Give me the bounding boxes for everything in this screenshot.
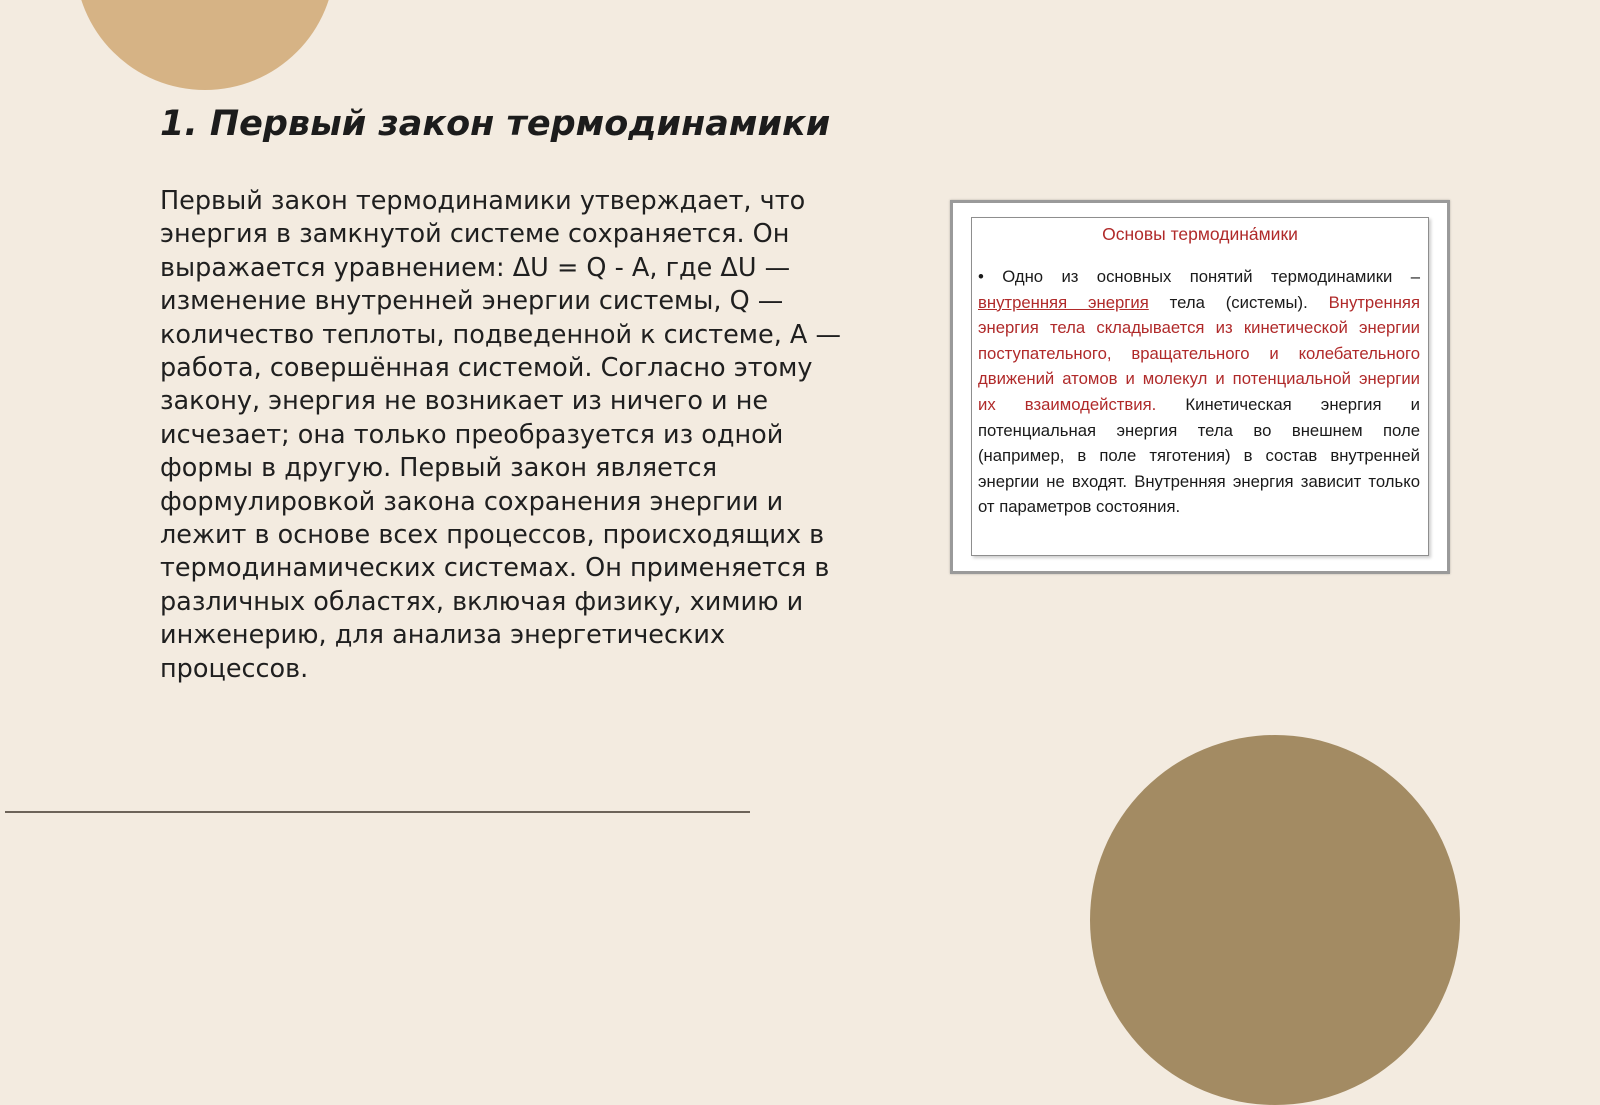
slide-title: 1. Первый закон термодинамики — [160, 104, 831, 144]
divider-line — [5, 811, 750, 813]
card-bullet: • — [978, 267, 984, 286]
card-title: Основы термодина́мики — [1102, 224, 1298, 244]
card-highlight-text: Внутренняя энергия тела складывается из кинетической энергии поступательного, вращательного и колебательного движений атомов и молекул и потенциальной энергии их взаимодействия. — [978, 292, 1420, 414]
card-text-after-link: тела (системы). — [1148, 292, 1329, 312]
decorative-circle-top — [75, 0, 335, 90]
image-card-frame — [971, 217, 1429, 556]
card-text-rest: Кинетическая энергия и потенциальная энергия тела во внешнем поле (например, в поле тяготения) в состав внутренней энергии не входят. Внутренняя энергия зависит только от параметров состояния. — [978, 394, 1420, 517]
card-text-intro: Одно из основных понятий термодинамики – — [983, 267, 1420, 286]
card-link-internal-energy: внутренняя энергия — [978, 292, 1149, 312]
decorative-circle-bottom — [1090, 735, 1460, 1105]
card-text — [978, 264, 1420, 520]
slide-body-text: Первый закон термодинамики утверждает, что энергия в замкнутой системе сохраняется. Он выражается уравнением: ΔU = Q - A, где ΔU — изменение внутренней энергии системы, Q — количество теплоты, подведенной к системе, A — работа, совершённая системой. Согласно этому закону, энергия не возникает из ничего и не исчезает; она только преобразуется из одной формы в другую. Первый закон является формулировкой закона сохранения энергии и лежит в основе всех процессов, происходящих в термодинамических системах. Он применяется в различных областях, включая физику, химию и инженерию, для анализа энергетических процессов. — [160, 186, 841, 684]
image-card — [950, 200, 1450, 574]
